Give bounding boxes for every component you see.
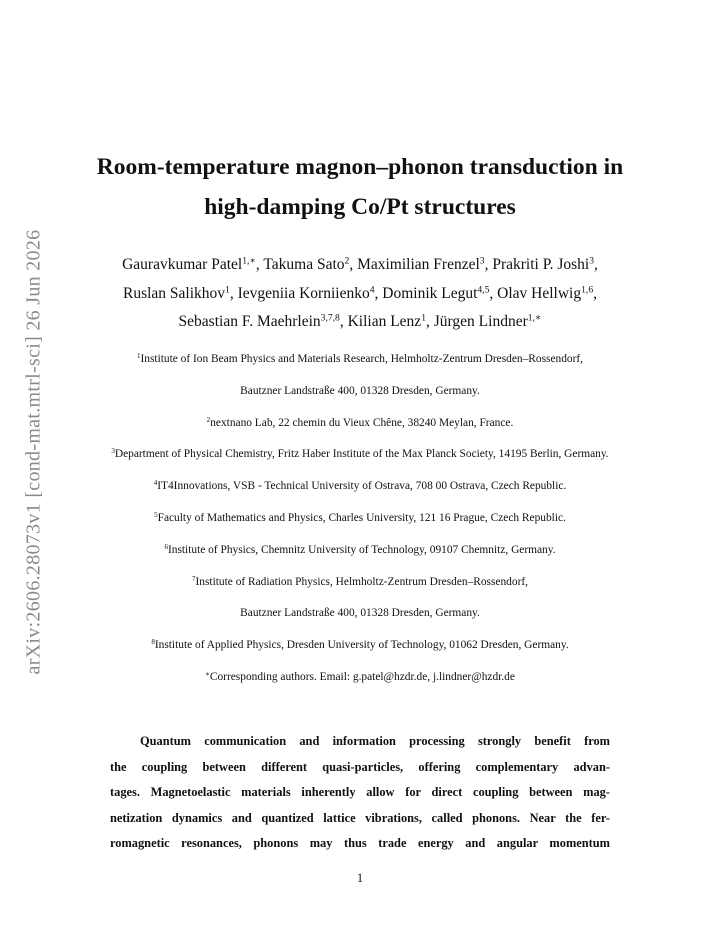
affiliation-text: Institute of Applied Physics, Dresden University of Technology, 01062 Dresden, Germany.	[154, 639, 569, 652]
author-name: Gauravkumar Patel	[122, 256, 243, 273]
affiliation-marker: 5	[154, 511, 158, 520]
author-separator: ,	[255, 256, 264, 273]
corresponding-email-text: Corresponding authors. Email: g.patel@hzdr.de, j.lindner@hzdr.de	[209, 670, 515, 683]
affiliation-marker: 6	[164, 542, 168, 551]
author-separator: ,	[229, 284, 238, 302]
affiliation-line	[0, 444, 720, 476]
author-name: Sebastian F. Maehrlein	[178, 313, 321, 330]
affiliation-text: Institute of Radiation Physics, Helmholtz-Zentrum Dresden–Rossendorf,	[195, 575, 529, 588]
page-number: 1	[356, 871, 364, 885]
corresponding-author-note	[0, 667, 720, 699]
author-separator: ,	[339, 313, 348, 330]
paper-title	[0, 147, 720, 227]
abstract-line: netization dynamics and quantized lattice vibrations, called phonons. Near the fer-	[110, 810, 610, 825]
affiliation-line	[0, 349, 720, 381]
author-separator: ,	[484, 256, 493, 273]
abstract-line: romagnetic resonances, phonons may thus trade energy and angular momentum	[110, 836, 610, 850]
author-affiliation-marker: 1,∗	[527, 312, 542, 324]
affiliation-text: IT4Innovations, VSB - Technical University of Ostrava, 708 00 Ostrava, Czech Republic.	[157, 480, 567, 493]
affiliation-line	[0, 508, 720, 540]
author-separator: ,	[349, 256, 358, 273]
affiliation-marker: 7	[191, 574, 196, 583]
author-affiliation-marker: 1	[421, 312, 426, 324]
author-separator: ,	[594, 256, 598, 273]
author-affiliation-marker: 1,∗	[242, 255, 256, 267]
affiliation-text: nextnano Lab, 22 chemin du Vieux Chêne, 38240 Meylan, France.	[210, 416, 514, 429]
author-line-3	[0, 308, 720, 337]
author-name: Jürgen Lindner	[433, 313, 528, 330]
author-name: Ruslan Salikhov	[122, 284, 226, 302]
author-affiliation-marker: 2	[344, 255, 350, 267]
author-affiliation-marker: 3,7,8	[320, 312, 340, 324]
author-name: Maximilian Frenzel	[357, 256, 480, 273]
affiliation-list	[0, 349, 720, 699]
affiliation-text: Institute of Ion Beam Physics and Materials Research, Helmholtz-Zentrum Dresden–Rossendorf,	[140, 353, 584, 365]
author-affiliation-marker: 1	[225, 284, 230, 296]
affiliation-text: Faculty of Mathematics and Physics, Charles University, 121 16 Prague, Czech Republic.	[157, 511, 566, 524]
affiliation-marker: 8	[151, 638, 155, 647]
title-line-2: high-damping Co/Pt structures	[204, 194, 516, 220]
author-affiliation-marker: 3	[589, 255, 595, 267]
author-separator: ,	[593, 284, 597, 302]
arxiv-identifier-stamp: arXiv:2606.28073v1 [cond-mat.mtrl-sci] 26 Jun 2026	[22, 229, 45, 675]
affiliation-text: Institute of Physics, Chemnitz University of Technology, 09107 Chemnitz, Germany.	[167, 543, 556, 556]
abstract-line: the coupling between different quasi-particles, offering complementary advan-	[110, 759, 610, 774]
affiliation-marker: 1	[136, 352, 141, 361]
author-name: Dominik Legut	[382, 284, 478, 302]
author-name: Prakriti P. Joshi	[492, 256, 590, 273]
author-affiliation-marker: 4	[369, 284, 375, 296]
affiliation-line	[0, 540, 720, 572]
affiliation-marker: 3	[111, 447, 115, 456]
author-affiliation-marker: 4,5	[477, 284, 490, 296]
author-name: Takuma Sato	[263, 256, 345, 273]
author-affiliation-marker: 3	[479, 255, 485, 267]
author-name: Olav Hellwig	[497, 284, 582, 302]
affiliation-line	[0, 603, 720, 635]
affiliation-line	[0, 572, 720, 604]
abstract-line: Quantum communication and information processing strongly benefit from	[140, 734, 610, 748]
author-separator: ,	[374, 284, 383, 302]
title-line-1: Room-temperature magnon–phonon transduction in	[96, 154, 624, 180]
abstract-line: tages. Magnetoelastic materials inherently allow for direct coupling between mag-	[110, 785, 610, 799]
author-separator: ,	[426, 313, 434, 330]
affiliation-line	[0, 413, 720, 445]
author-list	[0, 251, 720, 337]
abstract	[110, 729, 610, 857]
affiliation-text: Bautzner Landstraße 400, 01328 Dresden, Germany.	[240, 607, 480, 620]
author-line-1	[0, 251, 720, 280]
author-name: Kilian Lenz	[347, 313, 422, 330]
affiliation-marker: 4	[153, 479, 158, 488]
affiliation-text: Department of Physical Chemistry, Fritz Haber Institute of the Max Planck Society, 14195 Berlin, Germany.	[114, 448, 609, 461]
affiliation-line	[0, 635, 720, 667]
author-name: Ievgeniia Korniienko	[237, 284, 370, 302]
affiliation-marker: 2	[206, 415, 211, 424]
affiliation-text: Bautzner Landstraße 400, 01328 Dresden, Germany.	[240, 384, 480, 397]
author-line-2	[0, 280, 720, 309]
affiliation-line	[0, 381, 720, 413]
author-affiliation-marker: 1,6	[581, 284, 594, 296]
corresponding-marker: ∗	[205, 670, 210, 679]
author-separator: ,	[489, 284, 498, 302]
affiliation-line	[0, 476, 720, 508]
